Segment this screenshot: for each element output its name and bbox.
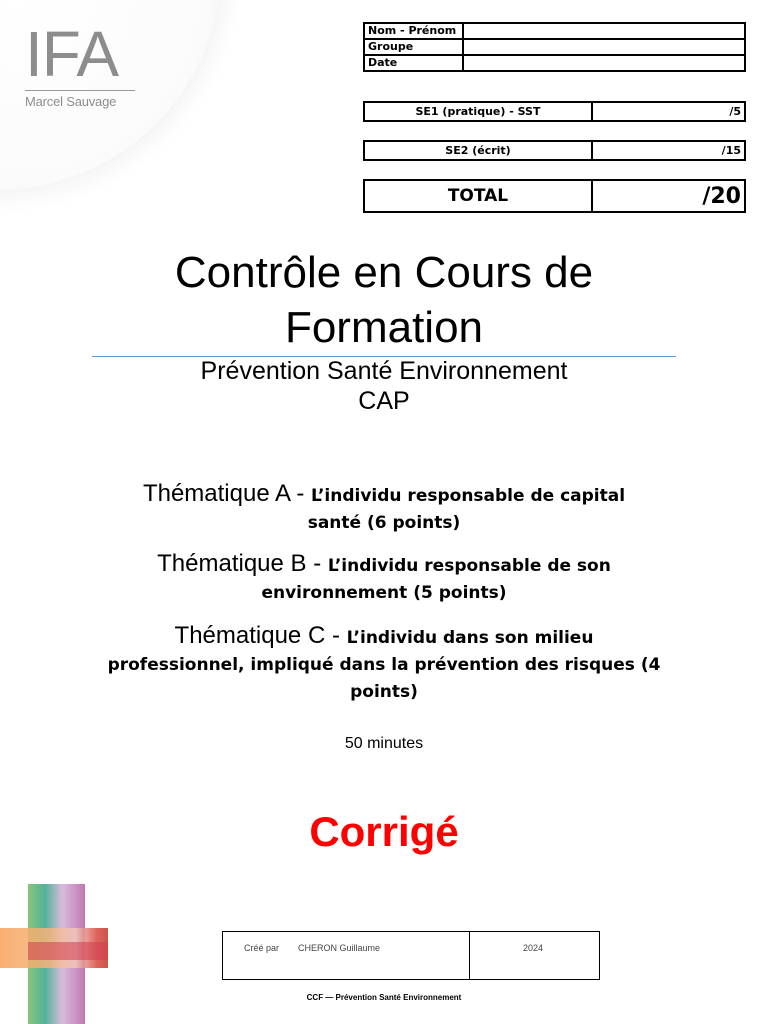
theme-b-desc-1: L’individu responsable de son bbox=[327, 556, 611, 576]
theme-c-desc-3: points) bbox=[350, 682, 418, 702]
theme-a-desc-2: santé (6 points) bbox=[307, 513, 461, 533]
logo-mark: IFA bbox=[25, 18, 119, 90]
total-score-table bbox=[363, 179, 746, 213]
name-label: Nom - Prénom bbox=[364, 23, 463, 39]
group-label: Groupe bbox=[364, 39, 463, 55]
theme-a-desc-1: L’individu responsable de capital bbox=[311, 486, 626, 506]
logo-subtitle: Marcel Sauvage bbox=[25, 94, 117, 109]
footer-divider bbox=[469, 932, 470, 979]
theme-c bbox=[100, 622, 668, 706]
exam-duration: 50 minutes bbox=[344, 735, 424, 752]
title-line-2: Formation bbox=[284, 303, 484, 352]
theme-c-desc-2: professionnel, impliqué dans la prévention des risques (4 bbox=[107, 655, 661, 675]
table-row bbox=[364, 102, 745, 121]
theme-b bbox=[100, 550, 668, 607]
decorative-cross-accent bbox=[28, 942, 108, 960]
table-row bbox=[364, 180, 745, 212]
total-score-field[interactable]: /20 bbox=[592, 180, 745, 212]
footer-year: 2024 bbox=[523, 943, 544, 953]
corrige-stamp: Corrigé bbox=[309, 808, 459, 855]
date-label: Date bbox=[364, 55, 463, 71]
table-row bbox=[364, 23, 745, 39]
theme-c-desc-1: L’individu dans son milieu bbox=[346, 628, 594, 648]
name-field[interactable] bbox=[463, 23, 745, 39]
ifa-logo bbox=[25, 18, 137, 109]
table-row bbox=[364, 39, 745, 55]
author-name: CHERON Guillaume bbox=[298, 943, 381, 953]
se2-score-field[interactable]: /15 bbox=[592, 141, 745, 160]
title-line-1: Contrôle en Cours de bbox=[174, 248, 594, 297]
se1-score-table bbox=[363, 101, 746, 122]
subject-subtitle: Prévention Santé Environnement bbox=[200, 357, 568, 385]
theme-a bbox=[100, 480, 668, 537]
theme-a-name: Thématique A - bbox=[142, 480, 312, 507]
table-row bbox=[364, 141, 745, 160]
group-field[interactable] bbox=[463, 39, 745, 55]
student-info-table bbox=[363, 22, 746, 72]
theme-b-desc-2: environnement (5 points) bbox=[261, 583, 507, 603]
se2-label: SE2 (écrit) bbox=[364, 141, 592, 160]
se2-score-table bbox=[363, 140, 746, 161]
table-row bbox=[364, 55, 745, 71]
logo-divider bbox=[25, 90, 135, 91]
se1-score-field[interactable]: /5 bbox=[592, 102, 745, 121]
total-label: TOTAL bbox=[364, 180, 592, 212]
page-title bbox=[0, 245, 768, 355]
footer-box bbox=[222, 931, 600, 980]
footer-caption: CCF — Prévention Santé Environnement bbox=[306, 993, 462, 1002]
theme-c-name: Thématique C - bbox=[174, 622, 347, 649]
created-by-label: Créé par bbox=[244, 943, 280, 953]
level-label: CAP bbox=[358, 387, 410, 415]
se1-label: SE1 (pratique) - SST bbox=[364, 102, 592, 121]
date-field[interactable] bbox=[463, 55, 745, 71]
theme-b-name: Thématique B - bbox=[157, 550, 328, 577]
